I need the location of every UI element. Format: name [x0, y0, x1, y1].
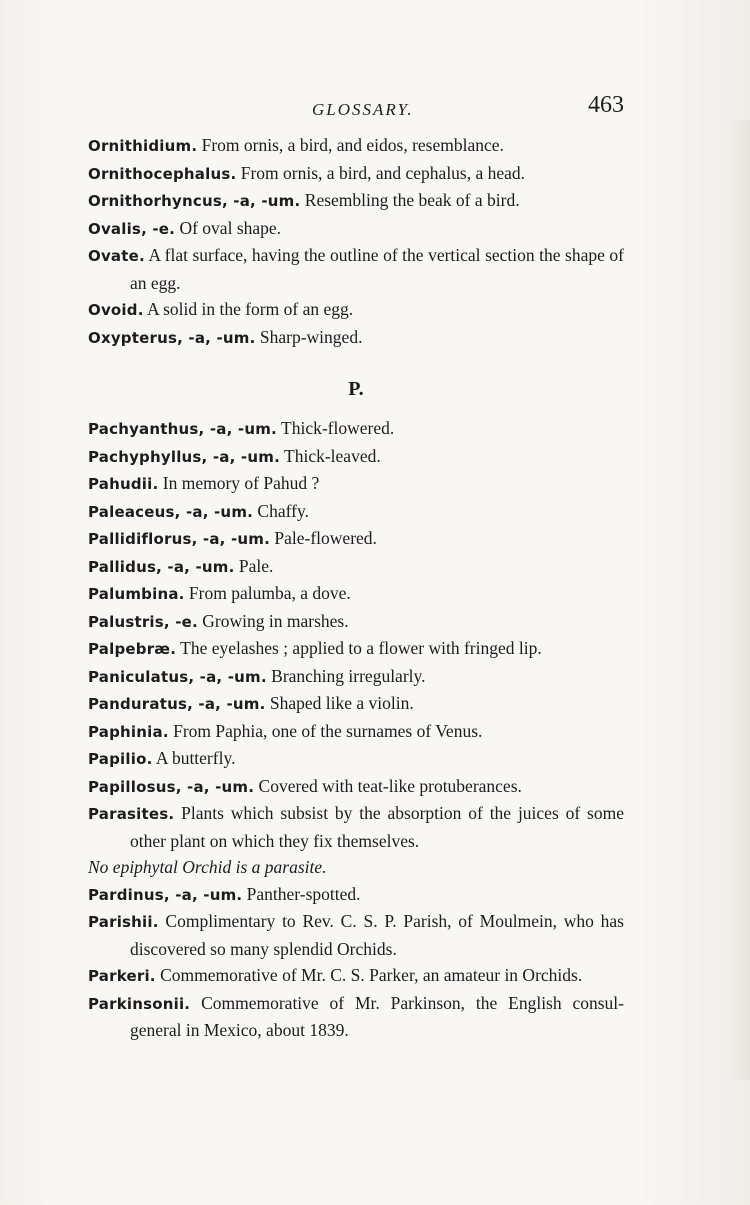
entry-term: Ovalis, -e. [88, 219, 176, 238]
entry-term: Ovoid. [88, 301, 144, 319]
entry-definition: Commemorative of Mr. Parkinson, the English consul-general in Mexico, about 1839. [130, 992, 624, 1040]
entry-term: Pahudii. [88, 475, 159, 493]
entry-definition: Pale-flowered. [270, 528, 377, 548]
entry-term: Palpebræ. [88, 640, 177, 658]
glossary-entry [88, 443, 624, 471]
page-number: 463 [588, 92, 624, 118]
glossary-entry [88, 498, 624, 526]
entry-term: Paniculatus, -a, -um. [88, 667, 267, 686]
entry-definition: A solid in the form of an egg. [143, 299, 354, 319]
glossary-entry [88, 580, 624, 608]
glossary-entry [88, 908, 624, 962]
glossary-entry [88, 553, 624, 581]
entry-term: Ovate. [88, 247, 145, 265]
entry-term: Parkinsonii. [88, 994, 191, 1013]
show-through-shadow [730, 120, 750, 1080]
glossary-entry [88, 881, 624, 909]
entry-definition: Sharp-winged. [255, 326, 363, 347]
entry-term: Papillosus, -a, -um. [88, 777, 255, 796]
entry-definition: Of oval shape. [175, 217, 282, 238]
entry-definition: From ornis, a bird, and eidos, resemblance. [197, 135, 504, 155]
entry-term: Ornithocephalus. [88, 164, 237, 183]
entry-term: Palumbina. [88, 585, 185, 603]
entry-term: Oxypterus, -a, -um. [88, 328, 256, 347]
entry-term: Parasites. [88, 805, 175, 823]
glossary-entry [88, 296, 624, 324]
glossary-entry [88, 690, 624, 718]
entry-term: Panduratus, -a, -um. [88, 695, 266, 713]
entry-term: Ornithidium. [88, 137, 198, 155]
entry-definition: Chaffy. [253, 500, 309, 521]
glossary-entry [88, 160, 624, 188]
glossary-entry [88, 525, 624, 553]
entry-term: Ornithorhyncus, -a, -um. [88, 192, 301, 210]
section-letter-heading: P. [348, 378, 364, 400]
entry-definition: Complimentary to Rev. C. S. P. Parish, of Moulmein, who has discovered so many splendid Orchids. [130, 911, 624, 959]
entry-definition: Pale. [234, 555, 274, 576]
entry-term: Paphinia. [88, 722, 169, 741]
entry-term: Pallidiflorus, -a, -um. [88, 530, 271, 548]
entry-definition: Growing in marshes. [197, 610, 349, 631]
entry-term: Papilio. [88, 750, 153, 768]
entry-note: No epiphytal Orchid is a parasite. [88, 857, 327, 877]
glossary-entry [88, 635, 624, 663]
entries-o [88, 132, 624, 351]
entry-definition: Panther-spotted. [242, 883, 361, 904]
glossary-entry [88, 608, 624, 636]
entry-definition: Shaped like a violin. [265, 693, 414, 713]
entry-definition: Branching irregularly. [266, 665, 426, 686]
entry-definition: The eyelashes ; applied to a flower with fringed lip. [176, 638, 542, 658]
entry-definition: In memory of Pahud ? [158, 473, 320, 493]
glossary-entry [88, 962, 624, 990]
entry-definition: Covered with teat-like protuberances. [254, 775, 522, 796]
glossary-body [88, 132, 624, 1044]
glossary-entry [88, 187, 624, 215]
glossary-entry [88, 242, 624, 296]
glossary-entry [88, 470, 624, 498]
entry-definition: A butterfly. [152, 748, 236, 768]
entry-term: Paleaceus, -a, -um. [88, 502, 254, 521]
glossary-entry [88, 990, 624, 1044]
entry-definition: From ornis, a bird, and cephalus, a head. [236, 162, 526, 183]
entry-term: Pachyanthus, -a, -um. [88, 420, 277, 438]
entry-definition: A flat surface, having the outline of the vertical section the shape of an egg. [130, 245, 624, 293]
entry-term: Pardinus, -a, -um. [88, 885, 243, 904]
entries-p [88, 415, 624, 1044]
entry-definition: From Paphia, one of the surnames of Venus. [168, 720, 483, 741]
entry-term: Pachyphyllus, -a, -um. [88, 447, 280, 466]
glossary-entry [88, 745, 624, 773]
entry-term: Parkeri. [88, 967, 156, 985]
entry-definition: Thick-leaved. [279, 445, 381, 466]
glossary-entry [88, 415, 624, 443]
glossary-entry [88, 663, 624, 691]
entry-definition: From palumba, a dove. [184, 583, 351, 603]
entry-definition: Plants which subsist by the absorption of the juices of some other plant on which they fix themselves. [130, 803, 624, 851]
glossary-entry [88, 718, 624, 746]
page-header [0, 92, 750, 132]
glossary-entry [88, 800, 624, 881]
glossary-entry [88, 132, 624, 160]
glossary-entry [88, 324, 624, 352]
glossary-entry [88, 773, 624, 801]
entry-term: Pallidus, -a, -um. [88, 557, 235, 576]
running-head: GLOSSARY. [312, 100, 414, 119]
entry-definition: Commemorative of Mr. C. S. Parker, an amateur in Orchids. [155, 965, 583, 985]
glossary-entry [88, 215, 624, 243]
entry-definition: Resembling the beak of a bird. [300, 190, 520, 210]
entry-term: Parishii. [88, 913, 159, 931]
entry-term: Palustris, -e. [88, 612, 198, 631]
entry-definition: Thick-flowered. [276, 418, 395, 438]
